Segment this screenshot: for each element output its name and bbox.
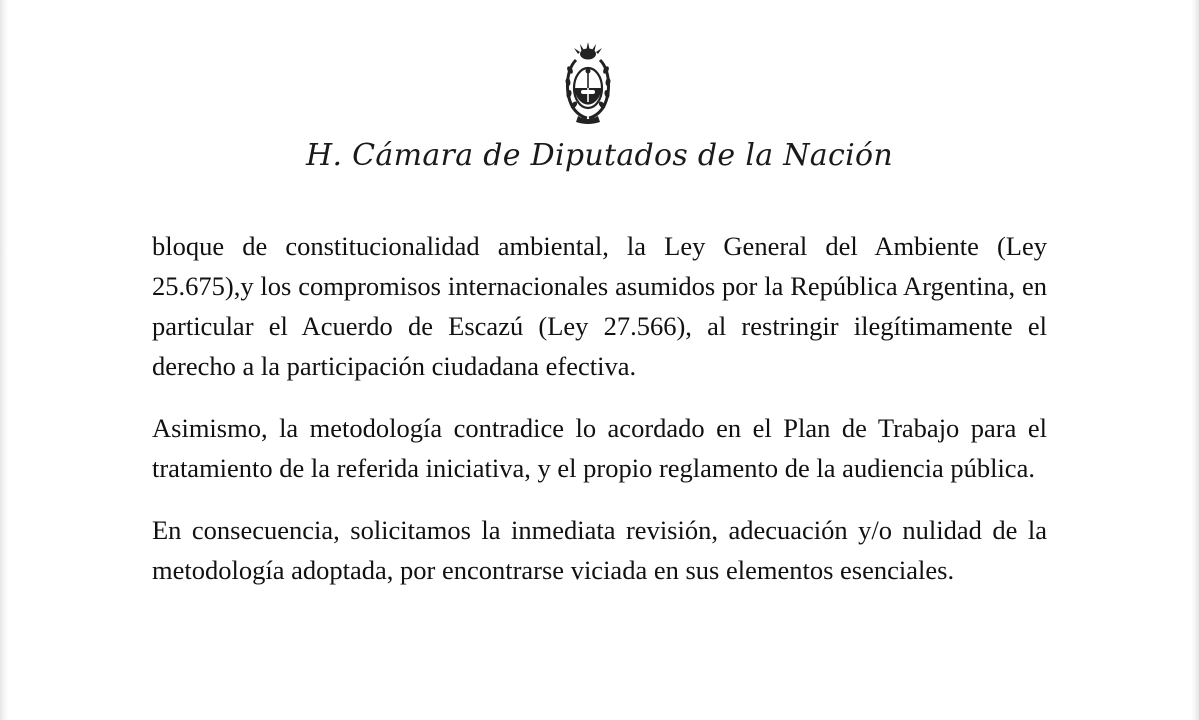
paragraph: Asimismo, la metodología contradice lo acordado en el Plan de Trabajo para el tratamiento de la referida iniciativa, y el propio reglamento de la audiencia pública. — [152, 413, 1047, 483]
document-body — [152, 226, 1047, 612]
page-edge-left — [0, 0, 8, 720]
page-edge-right — [1191, 0, 1199, 720]
chamber-title: H. Cámara de Diputados de la Nación — [306, 138, 893, 173]
argentina-coat-of-arms-icon — [562, 40, 614, 126]
paragraph: En consecuencia, solicitamos la inmediata revisión, adecuación y/o nulidad de la metodología adoptada, por encontrarse viciada en sus elementos esenciales. — [152, 515, 1047, 585]
paragraph: bloque de constitucionalidad ambiental, la Ley General del Ambiente (Ley 25.675),y los compromisos internacionales asumidos por la República Argentina, en particular el Acuerdo de Escazú (Ley 27.566), al restringir ilegítimamente el derecho a la participación ciudadana efectiva. — [152, 231, 1047, 381]
